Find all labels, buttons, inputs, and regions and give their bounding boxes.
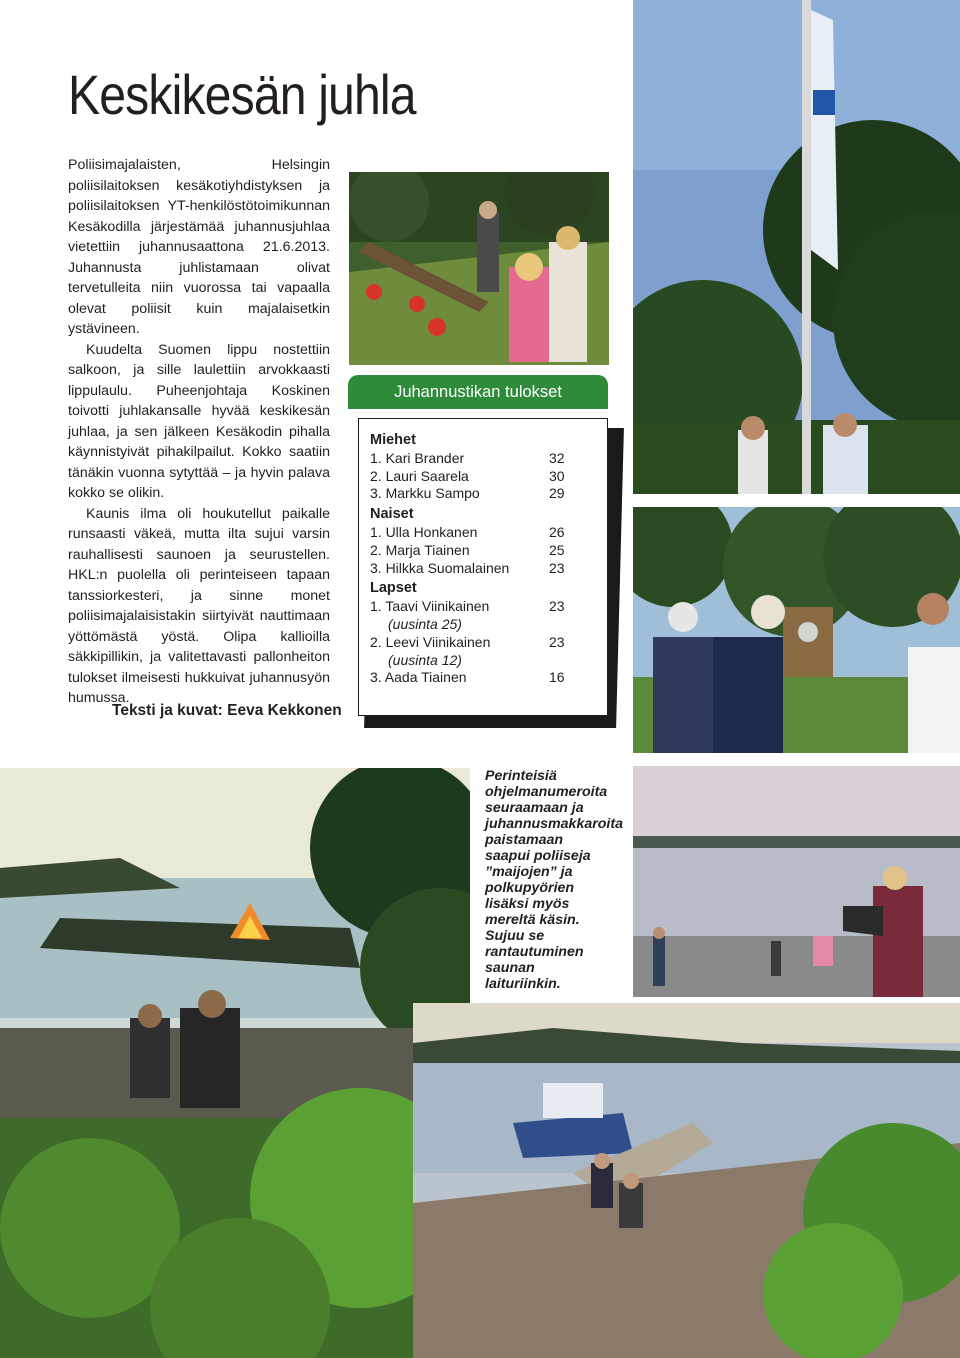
results-group-title: Lapset xyxy=(370,580,417,597)
results-group-title: Naiset xyxy=(370,506,414,523)
article-paragraph: Poliisimajalaisten, Helsingin poliisilaitoksen kesäkotiyhdistyksen ja poliisilaitoksen YT-henkilöstötoimikunnan Kesäkodilla järjestämää juhannusjuhlaa vietettiin juhannusaattona 21.6.2013. Juhannusta juhlistamaan olivat tervetulleita niin vuorossa tai vapaalla olevat poliisit kuin majalaisetkin ystävineen. xyxy=(68,157,330,337)
result-name: 2. Marja Tiainen xyxy=(370,541,470,558)
photo-bagpiper xyxy=(633,766,960,997)
result-score: 23 xyxy=(549,559,565,576)
article-paragraph: Kuudelta Suomen lippu nostettiin salkoon, ja sille laulettiin arvokkaasti lippulaulu. Puheenjohtaja Koskinen toivotti juhlakansalle hyvää keskikesän juhlaa, ja sen jälkeen Kesäkodin pihalla käynnistyivät pihakilpailut. Kokko saatiin tänäkin vuonna sytyttää – ja hyvin palava kokko se olikin. xyxy=(68,341,330,501)
results-row xyxy=(370,542,597,560)
result-score: 23 xyxy=(549,598,565,615)
photo-results-reading xyxy=(633,507,960,753)
result-name: 1. Taavi Viinikainen xyxy=(370,598,490,615)
photo-police-boat xyxy=(413,1003,960,1358)
result-score: 29 xyxy=(549,485,565,502)
article-title: Keskikesän juhla xyxy=(68,63,416,126)
results-header: Juhannustikan tulokset xyxy=(348,375,608,409)
result-name: 2. Leevi Viinikainen xyxy=(370,633,491,650)
results-row xyxy=(370,524,597,542)
result-name: 2. Lauri Saarela xyxy=(370,467,469,484)
result-score: 30 xyxy=(549,467,565,484)
result-score: 25 xyxy=(549,541,565,558)
results-row xyxy=(370,485,597,503)
photo-caption: Perinteisiä ohjelmanumeroita seuraamaan ja juhannusmakkaroita paistamaan saapui poliiseja ”maijojen” ja polkupyörien lisäksi myös mereltä käsin. Sujuu se rantautuminen saunan laituriinkin. xyxy=(485,768,623,992)
result-score: 26 xyxy=(549,523,565,540)
result-score: 16 xyxy=(549,669,565,686)
results-row xyxy=(370,669,597,687)
photo-lawn-game xyxy=(349,172,609,365)
results-row xyxy=(370,450,597,468)
results-row xyxy=(370,560,597,578)
result-score: 32 xyxy=(549,449,565,466)
result-score: 23 xyxy=(549,633,565,650)
article-body xyxy=(68,155,330,709)
results-row xyxy=(370,598,597,616)
photo-bonfire-shore xyxy=(0,768,470,1358)
result-name: 1. Kari Brander xyxy=(370,449,465,466)
results-box xyxy=(358,418,608,716)
result-name: 3. Aada Tiainen xyxy=(370,669,467,686)
result-note: (uusinta 25) xyxy=(388,615,462,632)
result-name: 1. Ulla Honkanen xyxy=(370,523,478,540)
article-paragraph: Kaunis ilma oli houkutellut paikalle runsaasti väkeä, mutta ilta sujui varsin rauhallisesti saunoen ja seurustellen. HKL:n puolella oli perinteiseen tapaan tanssiorkesteri, ja sinne monet poliisimajalaisistakin siirtyivät nauttimaan yöttömästä yöstä. Olipa kallioilla säkkipillikin, ja valitettavasti pallonheiton tulokset ilmeisesti hukkuivat juhannusyön humussa. xyxy=(68,505,330,706)
photo-credit: Teksti ja kuvat: Eeva Kekkonen xyxy=(112,702,342,719)
result-name: 3. Hilkka Suomalainen xyxy=(370,559,510,576)
results-row xyxy=(370,468,597,486)
photo-flag-raising xyxy=(633,0,960,494)
result-note: (uusinta 12) xyxy=(388,651,462,668)
result-name: 3. Markku Sampo xyxy=(370,485,480,502)
results-row xyxy=(370,634,597,652)
results-group-title: Miehet xyxy=(370,432,416,448)
